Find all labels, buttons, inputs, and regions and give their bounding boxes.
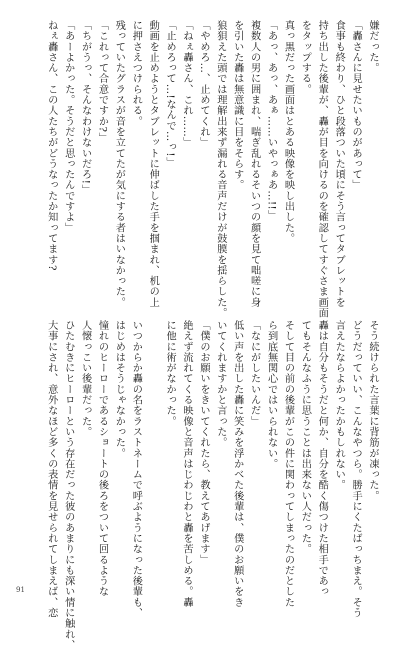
text-line: はじめはそうじゃなかった。: [113, 320, 125, 459]
text-line: そう続けられた言葉に背筋が凍った。: [367, 320, 378, 502]
text-line: をタップする。: [299, 20, 311, 95]
text-line: に押さえつけられる。: [130, 20, 142, 127]
text-line: 「これって合意ですか?」: [96, 20, 108, 144]
text-line: どうだっていい、こんなやつら。勝手にくたばっちまえ。そう: [350, 320, 362, 619]
text-line: 絶えず流れてくる映像と音声はじわじわと轟を苦しめる。轟: [181, 320, 193, 608]
text-line: いつからか轟の名をラストネームで呼ぶようになった後輩も、: [130, 320, 142, 619]
text-line: に他に術がなかった。: [164, 320, 176, 427]
text-line: 「あっ、あっ、あぁ……いやっぁあ…!!」: [265, 20, 277, 221]
text-line: 大事にされ、意外なほど多くの表情を見せられてしまえば、恋: [45, 320, 57, 619]
upper-text-block: [42, 20, 380, 319]
text-line: 残っていたグラスが音を立てたが気にする者はいなかった。: [113, 20, 125, 308]
lower-text-block: [42, 320, 380, 650]
text-line: 「ねぇ轟さん、これ……」: [181, 20, 193, 148]
text-line: 言えたならよかったかもしれない。: [333, 320, 345, 491]
text-line: 「ちがうっ、そんなわけないだろ!」: [79, 20, 91, 195]
text-line: そして目の前の後輩がこの件に関わってしまったのだとした: [282, 320, 294, 608]
text-line: 「あーよかった。そうだと思ったんですよ」: [62, 20, 74, 233]
text-line: 食事も終わり、ひと段落ついた頃にそう言ってタブレットを: [333, 20, 345, 308]
text-line: 狼狽えた頭では理解出来ず漏れる音声だけが鼓膜を揺らした。: [214, 20, 226, 319]
text-line: [143, 320, 160, 582]
text-line: を引いた轟は無意識に目をそらす。: [231, 20, 243, 191]
text-line: ら到底無関心ではいられない。: [265, 320, 277, 470]
text-line: 「止めろって…!なんで…っ!」: [164, 20, 176, 168]
text-line: 憧れのヒーローであるショートの後ろをついて回るような: [96, 320, 108, 597]
text-line: 低い声を出した轟に笑みを浮かべた後輩は、僕のお願いをき: [231, 320, 243, 608]
text-line: 持ち出した後輩が、轟が目を向けるのを確認してすぐさま画面: [316, 20, 328, 319]
text-line: 人懐っこい後輩だった。: [79, 320, 91, 438]
page-number: 91: [16, 586, 25, 594]
text-line: いてくれますかと言った。: [214, 320, 226, 448]
text-line: 真っ黒だった画面はとある映像を映し出した。: [282, 20, 294, 244]
text-line: 「僕のお願いをきいてくれたら、教えてあげます」: [197, 320, 209, 565]
text-line: 複数人の男に囲まれ、喘ぎ乱れるそいつの顔を見て咄嗟に身: [248, 20, 260, 308]
text-line: 「やめろ…、止めてくれ」: [197, 20, 209, 148]
text-line: 嫌だった。: [367, 20, 378, 74]
text-line: てもそんなふうに思うことは出来ない人だった。: [299, 320, 311, 555]
text-line: ねぇ轟さん、この人たちがどうなったか知ってます?: [45, 20, 57, 271]
text-line: 動画を止めようとタブレットに伸ばした手を掴まれ、机の上: [147, 20, 159, 308]
text-line: 「なにがしたいんだ」: [248, 320, 260, 427]
text-line: ひたむきにヒーローという存在だった彼のあまりにも深い情に触れ、: [62, 320, 74, 650]
text-line: 「轟さんに見せたいものがあって」: [350, 20, 362, 191]
text-line: 轟は自分もそうだと何か、自分を酷く傷つけた相手であっ: [316, 320, 328, 597]
